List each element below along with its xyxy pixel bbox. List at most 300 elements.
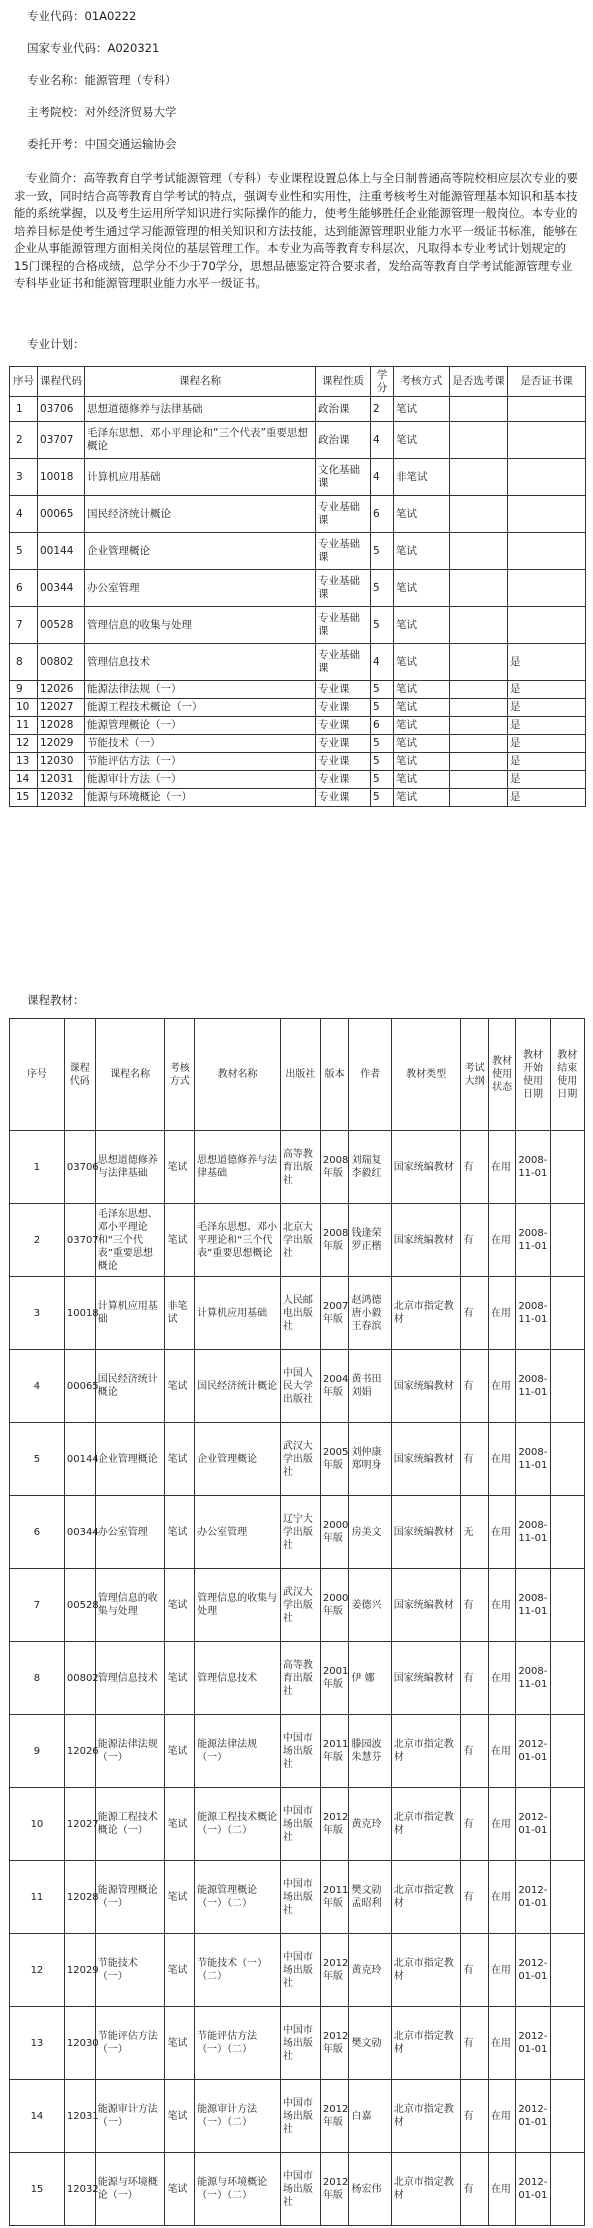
book-title-cell: 能源审计方法（一）（二） [195, 2080, 281, 2153]
book-no-cell: 1 [10, 1131, 65, 1204]
plan-elective-cell [450, 533, 508, 570]
book-exam-method-cell: 笔试 [165, 2007, 195, 2080]
plan-no-cell: 9 [10, 681, 38, 699]
book-publisher-cell: 高等教育出版社 [280, 1131, 320, 1204]
book-author-cell: 黄书田 刘娟 [349, 1350, 391, 1423]
book-start-date-cell: 2008-11-01 [516, 1496, 550, 1569]
book-syllabus-cell: 有 [461, 1204, 488, 1277]
book-course-name-cell: 企业管理概论 [95, 1423, 165, 1496]
book-course-name-cell: 节能评估方法（一） [95, 2007, 165, 2080]
book-edition-cell: 2000年版 [320, 1569, 349, 1642]
plan-code-cell: 12030 [38, 753, 85, 771]
plan-elective-cell [450, 717, 508, 735]
book-edition-cell: 2011年版 [320, 1715, 349, 1788]
plan-elective-cell [450, 699, 508, 717]
plan-exam-method-cell: 笔试 [394, 735, 450, 753]
plan-exam-method-cell: 笔试 [394, 533, 450, 570]
book-code-cell: 00802 [64, 1642, 95, 1715]
plan-table [9, 366, 586, 807]
plan-code-cell: 12031 [38, 771, 85, 789]
book-status-cell: 在用 [488, 2007, 515, 2080]
book-publisher-cell: 中国市场出版社 [280, 1715, 320, 1788]
book-title-cell: 节能评估方法（一）（二） [195, 2007, 281, 2080]
book-edition-cell: 2011年版 [320, 1861, 349, 1934]
book-start-date-cell: 2012-01-01 [516, 1788, 550, 1861]
book-title-cell: 管理信息的收集与处理 [195, 1569, 281, 1642]
plan-certificate-cell: 是 [508, 789, 586, 807]
book-code-cell: 12032 [64, 2153, 95, 2226]
book-exam-method-cell: 笔试 [165, 1934, 195, 2007]
book-code-cell: 12031 [64, 2080, 95, 2153]
book-exam-method-cell: 笔试 [165, 1642, 195, 1715]
plan-course-type-cell: 专业课 [316, 699, 371, 717]
plan-code-cell: 12027 [38, 699, 85, 717]
book-syllabus-cell: 有 [461, 1350, 488, 1423]
book-edition-cell: 2007年版 [320, 1277, 349, 1350]
book-publisher-cell: 中国市场出版社 [280, 1788, 320, 1861]
book-end-date-cell [550, 1496, 584, 1569]
plan-header-cell: 序号 [10, 367, 38, 397]
book-publisher-cell: 中国人民大学出版社 [280, 1350, 320, 1423]
plan-course-type-cell: 专业课 [316, 681, 371, 699]
book-row [10, 1861, 585, 1934]
book-course-name-cell: 管理信息的收集与处理 [95, 1569, 165, 1642]
book-exam-method-cell: 笔试 [165, 1569, 195, 1642]
plan-course-type-cell: 专业基础课 [316, 533, 371, 570]
book-exam-method-cell: 笔试 [165, 2080, 195, 2153]
book-start-date-cell: 2008-11-01 [516, 1642, 550, 1715]
book-start-date-cell: 2008-11-01 [516, 1131, 550, 1204]
book-no-cell: 13 [10, 2007, 65, 2080]
book-code-cell: 12027 [64, 1788, 95, 1861]
book-row [10, 1496, 585, 1569]
plan-credits-cell: 5 [371, 699, 394, 717]
plan-certificate-cell [508, 397, 586, 422]
plan-credits-cell: 2 [371, 397, 394, 422]
book-publisher-cell: 中国市场出版社 [280, 1861, 320, 1934]
book-type-cell: 国家统编教材 [391, 1569, 461, 1642]
book-start-date-cell: 2012-01-01 [516, 2080, 550, 2153]
plan-code-cell: 12029 [38, 735, 85, 753]
book-start-date-cell: 2012-01-01 [516, 2153, 550, 2226]
book-exam-method-cell: 笔试 [165, 1131, 195, 1204]
plan-elective-cell [450, 681, 508, 699]
book-start-date-cell: 2012-01-01 [516, 1934, 550, 2007]
books-section-title: 课程教材： [27, 993, 85, 1007]
book-edition-cell: 2012年版 [320, 1934, 349, 2007]
plan-header-cell: 考核方式 [394, 367, 450, 397]
book-row [10, 1277, 585, 1350]
plan-header-cell: 课程名称 [85, 367, 316, 397]
book-end-date-cell [550, 1861, 584, 1934]
plan-code-cell: 00065 [38, 496, 85, 533]
book-end-date-cell [550, 1131, 584, 1204]
book-code-cell: 12026 [64, 1715, 95, 1788]
book-course-name-cell: 国民经济统计概论 [95, 1350, 165, 1423]
book-publisher-cell: 中国市场出版社 [280, 2153, 320, 2226]
book-author-cell: 黄克玲 [349, 1934, 391, 2007]
books-header-cell: 教材名称 [195, 1019, 281, 1131]
book-syllabus-cell: 有 [461, 1423, 488, 1496]
book-syllabus-cell: 有 [461, 1131, 488, 1204]
plan-no-cell: 12 [10, 735, 38, 753]
book-no-cell: 7 [10, 1569, 65, 1642]
book-exam-method-cell: 非笔试 [165, 1277, 195, 1350]
book-type-cell: 北京市指定教材 [391, 1715, 461, 1788]
plan-course-name-cell: 能源管理概论（一） [85, 717, 316, 735]
book-status-cell: 在用 [488, 1131, 515, 1204]
national-major-code: 国家专业代码：A020321 [27, 41, 160, 55]
plan-course-type-cell: 专业课 [316, 717, 371, 735]
plan-credits-cell: 5 [371, 570, 394, 607]
plan-code-cell: 12032 [38, 789, 85, 807]
book-publisher-cell: 人民邮电出版社 [280, 1277, 320, 1350]
plan-row [10, 459, 586, 496]
book-type-cell: 国家统编教材 [391, 1204, 461, 1277]
book-publisher-cell: 武汉大学出版社 [280, 1569, 320, 1642]
book-type-cell: 国家统编教材 [391, 1131, 461, 1204]
book-status-cell: 在用 [488, 1204, 515, 1277]
book-course-name-cell: 能源法律法规（一） [95, 1715, 165, 1788]
plan-no-cell: 15 [10, 789, 38, 807]
book-row [10, 2007, 585, 2080]
book-no-cell: 12 [10, 1934, 65, 2007]
book-course-name-cell: 能源与环境概论（一） [95, 2153, 165, 2226]
plan-exam-method-cell: 非笔试 [394, 459, 450, 496]
plan-code-cell: 00344 [38, 570, 85, 607]
book-syllabus-cell: 有 [461, 1569, 488, 1642]
book-type-cell: 国家统编教材 [391, 1642, 461, 1715]
books-header-cell: 考核方式 [165, 1019, 195, 1131]
plan-course-type-cell: 专业课 [316, 753, 371, 771]
plan-no-cell: 11 [10, 717, 38, 735]
plan-certificate-cell [508, 496, 586, 533]
plan-exam-method-cell: 笔试 [394, 717, 450, 735]
plan-row [10, 789, 586, 807]
plan-no-cell: 5 [10, 533, 38, 570]
plan-header-cell: 是否选考课 [450, 367, 508, 397]
plan-course-name-cell: 节能评估方法（一） [85, 753, 316, 771]
plan-certificate-cell: 是 [508, 717, 586, 735]
plan-certificate-cell [508, 533, 586, 570]
book-publisher-cell: 中国市场出版社 [280, 1934, 320, 2007]
book-row [10, 1131, 585, 1204]
plan-course-name-cell: 能源法律法规（一） [85, 681, 316, 699]
books-header-cell: 出版社 [280, 1019, 320, 1131]
plan-header-cell: 是否证书课 [508, 367, 586, 397]
book-status-cell: 在用 [488, 1788, 515, 1861]
book-edition-cell: 2012年版 [320, 2007, 349, 2080]
books-table [9, 1018, 585, 2226]
book-status-cell: 在用 [488, 1934, 515, 2007]
plan-course-type-cell: 专业基础课 [316, 570, 371, 607]
book-publisher-cell: 中国市场出版社 [280, 2080, 320, 2153]
book-status-cell: 在用 [488, 1715, 515, 1788]
book-status-cell: 在用 [488, 1642, 515, 1715]
book-row [10, 1788, 585, 1861]
books-header-cell: 教材开始使用日期 [516, 1019, 550, 1131]
book-status-cell: 在用 [488, 1350, 515, 1423]
plan-exam-method-cell: 笔试 [394, 789, 450, 807]
plan-course-type-cell: 文化基础课 [316, 459, 371, 496]
plan-exam-method-cell: 笔试 [394, 753, 450, 771]
book-title-cell: 毛泽东思想、邓小平理论和“三个代表”重要思想概论 [195, 1204, 281, 1277]
plan-course-name-cell: 计算机应用基础 [85, 459, 316, 496]
plan-course-type-cell: 专业基础课 [316, 644, 371, 681]
plan-code-cell: 10018 [38, 459, 85, 496]
book-type-cell: 北京市指定教材 [391, 2080, 461, 2153]
plan-course-name-cell: 国民经济统计概论 [85, 496, 316, 533]
book-exam-method-cell: 笔试 [165, 2153, 195, 2226]
book-title-cell: 能源工程技术概论（一）（二） [195, 1788, 281, 1861]
book-edition-cell: 2005年版 [320, 1423, 349, 1496]
plan-no-cell: 4 [10, 496, 38, 533]
book-type-cell: 国家统编教材 [391, 1350, 461, 1423]
book-end-date-cell [550, 1569, 584, 1642]
book-publisher-cell: 高等教育出版社 [280, 1642, 320, 1715]
book-end-date-cell [550, 1350, 584, 1423]
book-edition-cell: 2008年版 [320, 1204, 349, 1277]
plan-elective-cell [450, 496, 508, 533]
plan-certificate-cell [508, 570, 586, 607]
book-exam-method-cell: 笔试 [165, 1204, 195, 1277]
books-header-cell: 作者 [349, 1019, 391, 1131]
book-author-cell: 樊文勍 [349, 2007, 391, 2080]
plan-elective-cell [450, 771, 508, 789]
plan-certificate-cell [508, 459, 586, 496]
book-no-cell: 4 [10, 1350, 65, 1423]
book-end-date-cell [550, 1423, 584, 1496]
book-author-cell: 姜德兴 [349, 1569, 391, 1642]
book-code-cell: 12029 [64, 1934, 95, 2007]
book-no-cell: 9 [10, 1715, 65, 1788]
book-title-cell: 计算机应用基础 [195, 1277, 281, 1350]
plan-no-cell: 10 [10, 699, 38, 717]
book-no-cell: 3 [10, 1277, 65, 1350]
book-syllabus-cell: 有 [461, 2153, 488, 2226]
book-course-name-cell: 办公室管理 [95, 1496, 165, 1569]
book-edition-cell: 2000年版 [320, 1496, 349, 1569]
plan-elective-cell [450, 789, 508, 807]
plan-credits-cell: 5 [371, 735, 394, 753]
book-status-cell: 在用 [488, 1861, 515, 1934]
book-row [10, 2080, 585, 2153]
book-syllabus-cell: 有 [461, 1934, 488, 2007]
book-row [10, 1204, 585, 1277]
plan-row [10, 681, 586, 699]
plan-course-name-cell: 管理信息技术 [85, 644, 316, 681]
plan-row [10, 644, 586, 681]
book-row [10, 1715, 585, 1788]
plan-header-cell: 课程代码 [38, 367, 85, 397]
book-title-cell: 办公室管理 [195, 1496, 281, 1569]
book-syllabus-cell: 有 [461, 1788, 488, 1861]
plan-certificate-cell: 是 [508, 735, 586, 753]
books-header-cell: 教材结束使用日期 [550, 1019, 584, 1131]
book-no-cell: 10 [10, 1788, 65, 1861]
book-no-cell: 2 [10, 1204, 65, 1277]
entrusted-organization: 委托开考：中国交通运输协会 [27, 137, 177, 151]
book-no-cell: 14 [10, 2080, 65, 2153]
book-course-name-cell: 节能技术（一） [95, 1934, 165, 2007]
plan-credits-cell: 5 [371, 681, 394, 699]
book-no-cell: 6 [10, 1496, 65, 1569]
book-type-cell: 北京市指定教材 [391, 2007, 461, 2080]
plan-code-cell: 00802 [38, 644, 85, 681]
plan-section-title: 专业计划： [27, 337, 85, 351]
plan-header-row [10, 367, 586, 397]
plan-no-cell: 6 [10, 570, 38, 607]
plan-exam-method-cell: 笔试 [394, 570, 450, 607]
books-header-row [10, 1019, 585, 1131]
book-type-cell: 北京市指定教材 [391, 1934, 461, 2007]
plan-row [10, 422, 586, 459]
book-author-cell: 杨宏伟 [349, 2153, 391, 2226]
book-row [10, 1423, 585, 1496]
plan-credits-cell: 6 [371, 496, 394, 533]
book-syllabus-cell: 有 [461, 1277, 488, 1350]
book-start-date-cell: 2008-11-01 [516, 1204, 550, 1277]
book-syllabus-cell: 无 [461, 1496, 488, 1569]
plan-course-name-cell: 办公室管理 [85, 570, 316, 607]
book-author-cell: 刘仲康 郑明身 [349, 1423, 391, 1496]
book-status-cell: 在用 [488, 1569, 515, 1642]
plan-certificate-cell: 是 [508, 699, 586, 717]
book-author-cell: 白嘉 [349, 2080, 391, 2153]
book-code-cell: 03706 [64, 1131, 95, 1204]
plan-row [10, 699, 586, 717]
book-course-name-cell: 计算机应用基础 [95, 1277, 165, 1350]
plan-certificate-cell: 是 [508, 771, 586, 789]
book-end-date-cell [550, 1204, 584, 1277]
book-exam-method-cell: 笔试 [165, 1423, 195, 1496]
plan-elective-cell [450, 753, 508, 771]
book-code-cell: 00344 [64, 1496, 95, 1569]
plan-row [10, 533, 586, 570]
book-no-cell: 5 [10, 1423, 65, 1496]
plan-row [10, 607, 586, 644]
book-syllabus-cell: 有 [461, 2007, 488, 2080]
book-title-cell: 国民经济统计概论 [195, 1350, 281, 1423]
book-end-date-cell [550, 1715, 584, 1788]
plan-row [10, 397, 586, 422]
plan-no-cell: 2 [10, 422, 38, 459]
major-code: 专业代码：01A0222 [27, 9, 137, 23]
book-course-name-cell: 能源管理概论（一） [95, 1861, 165, 1934]
plan-no-cell: 8 [10, 644, 38, 681]
plan-elective-cell [450, 459, 508, 496]
book-code-cell: 10018 [64, 1277, 95, 1350]
plan-elective-cell [450, 422, 508, 459]
major-name: 专业名称：能源管理（专科） [27, 73, 177, 87]
book-start-date-cell: 2012-01-01 [516, 1715, 550, 1788]
plan-exam-method-cell: 笔试 [394, 397, 450, 422]
plan-credits-cell: 5 [371, 789, 394, 807]
book-status-cell: 在用 [488, 1277, 515, 1350]
plan-course-name-cell: 毛泽东思想、邓小平理论和“三个代表”重要思想概论 [85, 422, 316, 459]
plan-header-cell: 课程性质 [316, 367, 371, 397]
plan-header-cell: 学分 [371, 367, 394, 397]
book-end-date-cell [550, 2080, 584, 2153]
plan-no-cell: 7 [10, 607, 38, 644]
book-code-cell: 12028 [64, 1861, 95, 1934]
plan-exam-method-cell: 笔试 [394, 422, 450, 459]
book-author-cell: 赵鸿德 唐小毅 王春滨 [349, 1277, 391, 1350]
plan-certificate-cell [508, 422, 586, 459]
book-start-date-cell: 2008-11-01 [516, 1423, 550, 1496]
plan-certificate-cell [508, 607, 586, 644]
book-edition-cell: 2004年版 [320, 1350, 349, 1423]
book-status-cell: 在用 [488, 2080, 515, 2153]
book-edition-cell: 2001年版 [320, 1642, 349, 1715]
book-code-cell: 00144 [64, 1423, 95, 1496]
book-type-cell: 北京市指定教材 [391, 1277, 461, 1350]
book-start-date-cell: 2008-11-01 [516, 1350, 550, 1423]
book-code-cell: 00065 [64, 1350, 95, 1423]
book-author-cell: 黄克玲 [349, 1788, 391, 1861]
plan-exam-method-cell: 笔试 [394, 681, 450, 699]
book-type-cell: 北京市指定教材 [391, 2153, 461, 2226]
book-end-date-cell [550, 2153, 584, 2226]
plan-elective-cell [450, 397, 508, 422]
book-exam-method-cell: 笔试 [165, 1788, 195, 1861]
book-syllabus-cell: 有 [461, 1715, 488, 1788]
book-title-cell: 能源管理概论（一）（二） [195, 1861, 281, 1934]
book-end-date-cell [550, 1642, 584, 1715]
book-start-date-cell: 2008-11-01 [516, 1569, 550, 1642]
plan-course-type-cell: 专业基础课 [316, 607, 371, 644]
plan-credits-cell: 5 [371, 753, 394, 771]
major-introduction: 专业简介：高等教育自学考试能源管理（专科）专业课程设置总体上与全日制普通高等院校相应层次专业的要求一致，同时结合高等教育自学考试的特点，强调专业性和实用性，注重考核考生对能源管理基本知识和基本技能的系统掌握，以及考生运用所学知识进行实际操作的能力，使考生能够胜任企业能源管理一般岗位。本专业的培养目标是使考生通过学习能源管理的相关知识和方法技能，达到能源管理职业能力水平一级证书标准，能够在企业从事能源管理方面相关岗位的基层管理工作。本专业为高等教育专科层次，凡取得本专业考试计划规定的15门课程的合格成绩，总学分不少于70学分，思想品德鉴定符合要求者，发给高等教育自学考试能源管理专业专科毕业证书和能源管理职业能力水平一级证书。 [14, 171, 578, 290]
plan-credits-cell: 5 [371, 607, 394, 644]
book-syllabus-cell: 有 [461, 2080, 488, 2153]
book-edition-cell: 2012年版 [320, 1788, 349, 1861]
plan-certificate-cell: 是 [508, 753, 586, 771]
plan-row [10, 735, 586, 753]
book-edition-cell: 2012年版 [320, 2153, 349, 2226]
books-header-cell: 课程名称 [95, 1019, 165, 1131]
plan-row [10, 753, 586, 771]
book-course-name-cell: 能源工程技术概论（一） [95, 1788, 165, 1861]
plan-course-name-cell: 管理信息的收集与处理 [85, 607, 316, 644]
plan-no-cell: 13 [10, 753, 38, 771]
book-code-cell: 03707 [64, 1204, 95, 1277]
book-status-cell: 在用 [488, 1496, 515, 1569]
plan-course-name-cell: 节能技术（一） [85, 735, 316, 753]
plan-credits-cell: 5 [371, 771, 394, 789]
book-end-date-cell [550, 1934, 584, 2007]
book-title-cell: 思想道德修养与法律基础 [195, 1131, 281, 1204]
book-syllabus-cell: 有 [461, 1642, 488, 1715]
plan-exam-method-cell: 笔试 [394, 699, 450, 717]
plan-row [10, 570, 586, 607]
plan-no-cell: 14 [10, 771, 38, 789]
plan-course-name-cell: 思想道德修养与法律基础 [85, 397, 316, 422]
book-publisher-cell: 北京大学出版社 [280, 1204, 320, 1277]
book-start-date-cell: 2012-01-01 [516, 1861, 550, 1934]
plan-course-type-cell: 政治课 [316, 397, 371, 422]
book-row [10, 1642, 585, 1715]
book-edition-cell: 2008年版 [320, 1131, 349, 1204]
book-end-date-cell [550, 1788, 584, 1861]
plan-credits-cell: 4 [371, 459, 394, 496]
book-exam-method-cell: 笔试 [165, 1861, 195, 1934]
book-row [10, 1569, 585, 1642]
books-header-cell: 序号 [10, 1019, 65, 1131]
book-no-cell: 11 [10, 1861, 65, 1934]
book-course-name-cell: 毛泽东思想、邓小平理论和“三个代表”重要思想概论 [95, 1204, 165, 1277]
book-author-cell: 滕园波 朱慧芬 [349, 1715, 391, 1788]
